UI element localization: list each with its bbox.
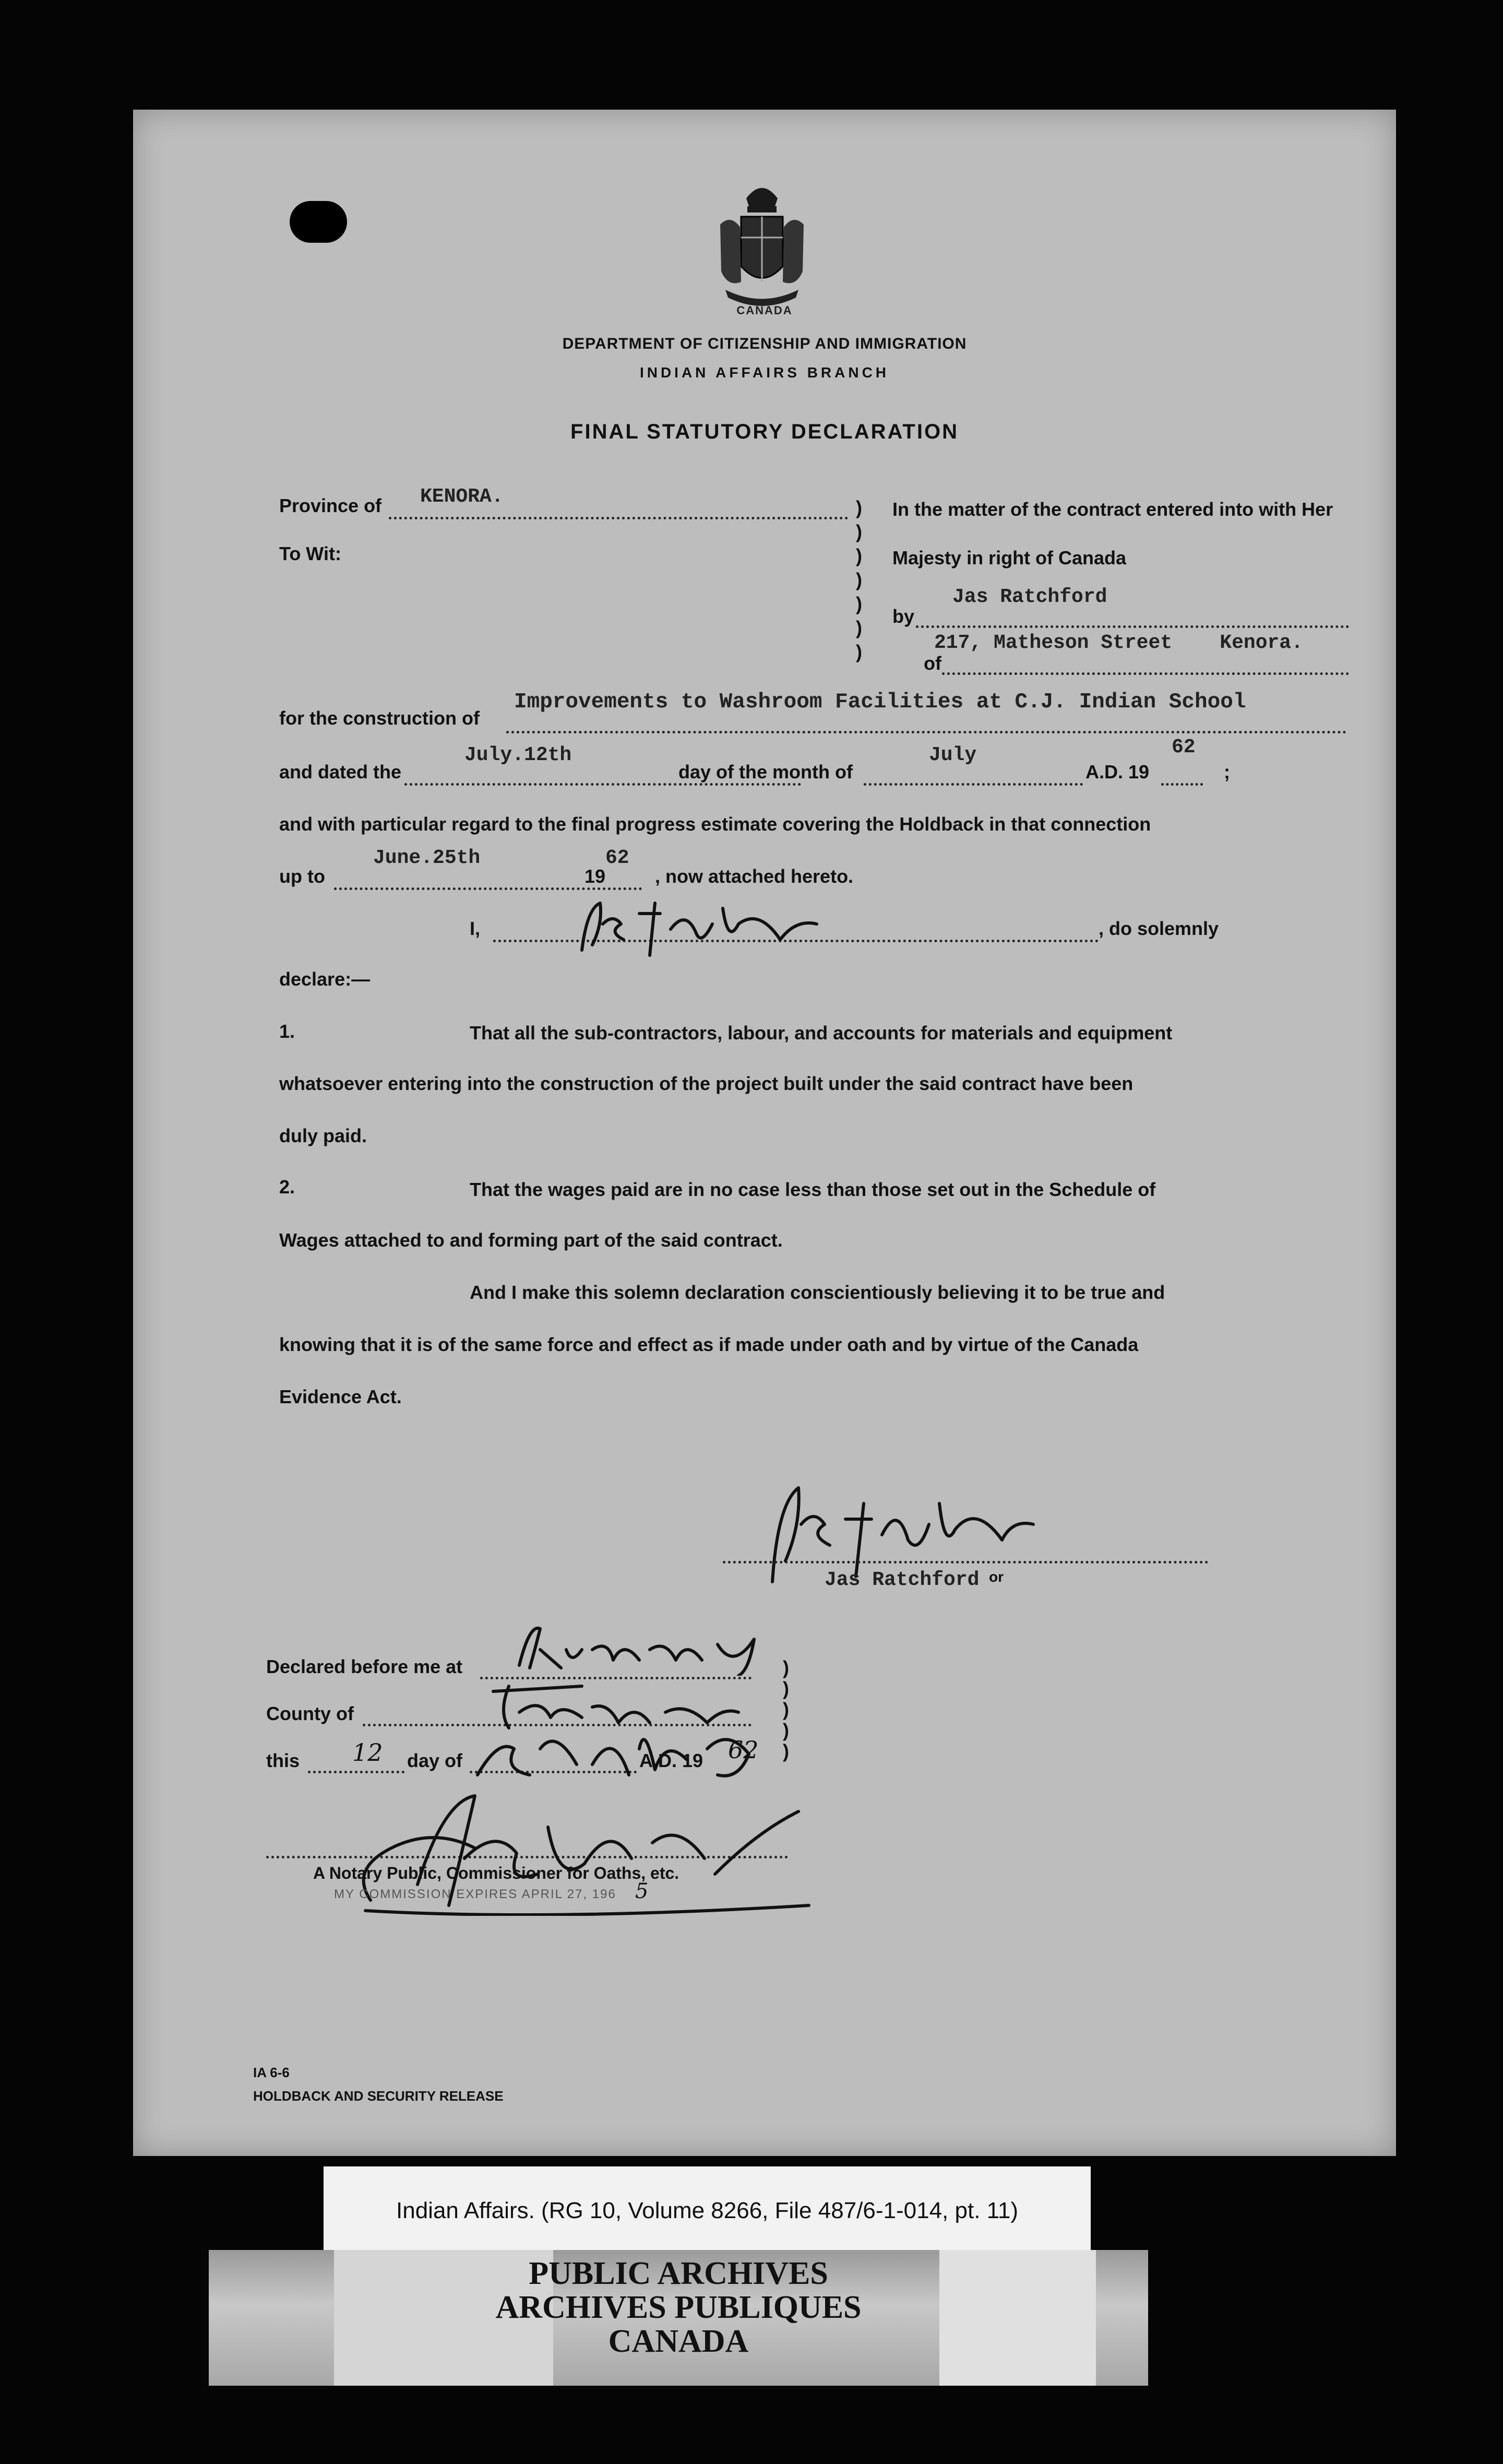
place-handwriting — [509, 1618, 780, 1676]
i-label: I, — [470, 918, 481, 939]
of-line — [942, 672, 1349, 675]
year-value: 62 — [1172, 736, 1196, 759]
contractor-name: Jas Ratchford — [952, 586, 1107, 608]
signature-suffix: or — [989, 1569, 1004, 1585]
archive-reference-text: Indian Affairs. (RG 10, Volume 8266, File 487/6-1-014, pt. 11) — [396, 2198, 1018, 2223]
to-wit-label: To Wit: — [279, 543, 341, 564]
day-value: 12 — [352, 1738, 383, 1767]
attached-label: , now attached hereto. — [655, 866, 854, 887]
dated-line — [404, 783, 801, 786]
form-name: HOLDBACK AND SECURITY RELEASE — [253, 2088, 504, 2104]
of-label: of — [924, 653, 941, 674]
bracket-column: ) ) ) ) ) ) ) — [856, 497, 862, 662]
day-of-label: day of — [407, 1750, 463, 1771]
province-value: KENORA. — [420, 485, 504, 508]
construction-value: Improvements to Washroom Facilities at C.J. Indian School — [514, 690, 1246, 714]
up-to-line — [334, 887, 642, 890]
month-line — [864, 783, 1083, 786]
clause-2-line-1: That the wages paid are in no case less than those set out in the Schedule of — [470, 1179, 1156, 1200]
commission-stamp: MY COMMISSION EXPIRES APRIL 27, 196 — [334, 1887, 616, 1901]
construction-line — [506, 731, 1346, 733]
this-day-line — [308, 1771, 404, 1773]
archive-reference-label — [324, 2166, 1091, 2260]
declared-year: 62 — [728, 1736, 759, 1764]
clause-3-line-1: And I make this solemn declaration conscientiously believing it to be true and — [470, 1282, 1165, 1303]
clause-1-line-2: whatsoever entering into the construction of the project built under the said contract have been — [279, 1073, 1134, 1094]
declared-ad-label: A.D. 19 — [639, 1750, 703, 1771]
punch-hole — [290, 201, 347, 243]
clause-1-line-1: That all the sub-contractors, labour, and accounts for materials and equipment — [470, 1022, 1173, 1044]
clause-2-number: 2. — [279, 1176, 295, 1198]
province-line — [389, 517, 848, 519]
clause-1-number: 1. — [279, 1021, 295, 1042]
declarant-signature — [571, 893, 832, 966]
matter-line-1: In the matter of the contract entered into with Her — [892, 499, 1333, 520]
declare-label: declare:— — [279, 968, 371, 990]
regard-line: and with particular regard to the final progress estimate covering the Holdback in that connection — [279, 813, 1151, 835]
archive-strip — [209, 2250, 1148, 2386]
dated-label: and dated the — [279, 761, 402, 783]
province-label: Province of — [279, 495, 382, 516]
archive-line-3: CANADA — [608, 2324, 749, 2359]
department-heading: DEPARTMENT OF CITIZENSHIP AND IMMIGRATION — [562, 335, 967, 352]
signature-line — [723, 1561, 1208, 1563]
form-code: IA 6-6 — [253, 2065, 290, 2080]
by-label: by — [892, 606, 915, 627]
ad-label: A.D. 19 — [1086, 761, 1150, 783]
clause-3-line-3: Evidence Act. — [279, 1386, 402, 1407]
day-of-month-label: day of the month of — [678, 761, 853, 783]
year-line — [1161, 783, 1203, 786]
declared-brackets: ) ) ) ) ) — [783, 1657, 789, 1762]
notary-label: A Notary Public, Commissioner for Oaths, etc. — [313, 1864, 679, 1882]
semicolon: ; — [1224, 761, 1230, 783]
up-to-year: 62 — [605, 847, 629, 869]
clause-2-line-2: Wages attached to and forming part of the said contract. — [279, 1229, 783, 1251]
dated-value: July.12th — [464, 744, 572, 766]
typed-signature-name: Jas Ratchford — [825, 1569, 980, 1591]
commission-stamp-year: 5 — [635, 1879, 649, 1903]
up-to-year-prefix: 19 — [584, 866, 606, 887]
this-label: this — [266, 1750, 300, 1771]
solemnly-label: , do solemnly — [1099, 918, 1219, 939]
contractor-address: 217, Matheson Street Kenora. — [934, 632, 1303, 654]
county-label: County of — [266, 1703, 354, 1724]
document-title: FINAL STATUTORY DECLARATION — [570, 420, 959, 443]
clause-1-line-3: duly paid. — [279, 1125, 367, 1146]
archive-line-2: ARCHIVES PUBLIQUES — [495, 2290, 862, 2325]
country-label: CANADA — [736, 304, 793, 317]
construction-label: for the construction of — [279, 707, 480, 729]
declared-before-label: Declared before me at — [266, 1656, 463, 1677]
up-to-value: June.25th — [373, 847, 481, 869]
by-line — [916, 625, 1349, 628]
document-page — [133, 110, 1396, 2156]
matter-line-2: Majesty in right of Canada — [892, 547, 1127, 568]
month-value: July — [929, 744, 977, 766]
up-to-label: up to — [279, 866, 325, 887]
month-handwriting — [467, 1717, 780, 1791]
clause-3-line-2: knowing that it is of the same force and effect as if made under oath and by virtue of the Canada — [279, 1334, 1139, 1355]
archive-line-1: PUBLIC ARCHIVES — [529, 2256, 828, 2291]
branch-heading: INDIAN AFFAIRS BRANCH — [639, 364, 890, 381]
